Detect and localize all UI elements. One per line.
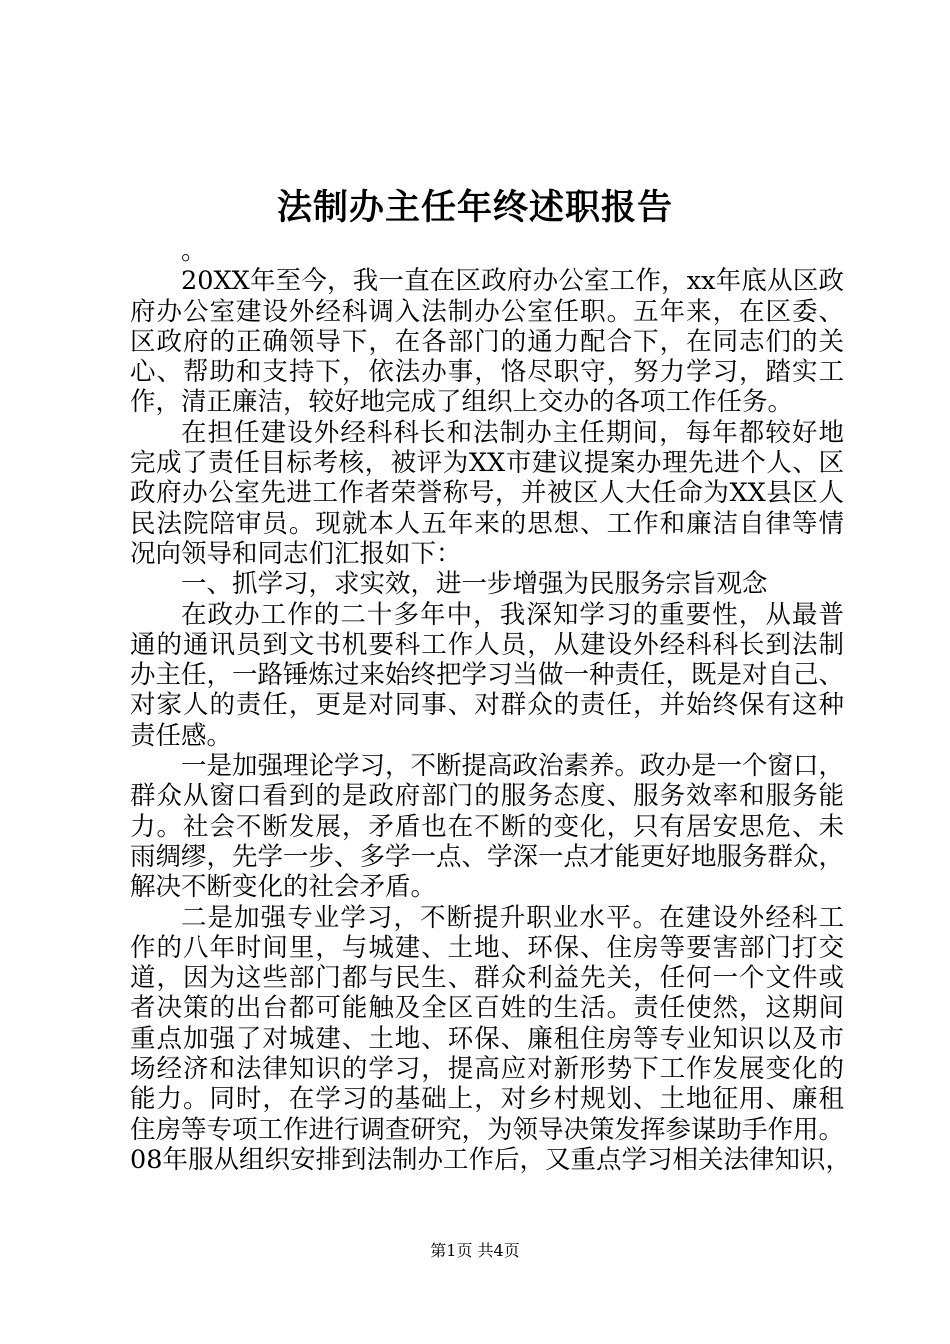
text-line: 通的通讯员到文书机要科工作人员，从建设外经科科长到法制 <box>130 629 844 660</box>
text-line: 在担任建设外经科科长和法制办主任期间，每年都较好地 <box>181 417 844 448</box>
text-line: 政府办公室先进工作者荣誉称号，并被区人大任命为XX县区人 <box>130 478 844 509</box>
text-line: 能力。同时，在学习的基础上，对乡村规划、土地征用、廉租 <box>130 1084 844 1115</box>
text-line: 群众从窗口看到的是政府部门的服务态度、服务效率和服务能 <box>130 781 844 812</box>
text-line: 民法院陪审员。现就本人五年来的思想、工作和廉洁自律等情 <box>130 508 844 539</box>
text-line: 者决策的出台都可能触及全区百姓的生活。责任使然，这期间 <box>130 993 844 1024</box>
text-line: 二是加强专业学习，不断提升职业水平。在建设外经科工 <box>181 902 844 933</box>
text-line: 20XX年至今，我一直在区政府办公室工作，xx年底从区政 <box>181 266 844 297</box>
text-line: 在政办工作的二十多年中，我深知学习的重要性，从最普 <box>181 599 844 630</box>
text-line: 一、抓学习，求实效，进一步增强为民服务宗旨观念 <box>181 569 768 600</box>
document-title: 法制办主任年终述职报告 <box>276 187 673 228</box>
text-line: 对家人的责任，更是对同事、对群众的责任，并始终保有这种 <box>130 690 844 721</box>
text-line: 。 <box>181 236 207 266</box>
text-line: 场经济和法律知识的学习，提高应对新形势下工作发展变化的 <box>130 1054 844 1085</box>
text-line: 办主任，一路锤炼过来始终把学习当做一种责任，既是对自己、 <box>130 660 845 691</box>
text-line: 08年服从组织安排到法制办工作后，又重点学习相关法律知识， <box>130 1144 851 1175</box>
text-line: 道，因为这些部门都与民生、群众利益先关，任何一个文件或 <box>130 963 844 994</box>
text-line: 作，清正廉洁，较好地完成了组织上交办的各项工作任务。 <box>130 387 794 418</box>
text-line: 区政府的正确领导下，在各部门的通力配合下，在同志们的关 <box>130 326 844 357</box>
text-line: 作的八年时间里，与城建、土地、环保、住房等要害部门打交 <box>130 932 844 963</box>
text-line: 解决不断变化的社会矛盾。 <box>130 872 437 903</box>
text-line: 况向领导和同志们汇报如下： <box>130 538 462 569</box>
text-line: 心、帮助和支持下，依法办事，恪尽职守，努力学习，踏实工 <box>130 357 844 388</box>
text-line: 重点加强了对城建、土地、环保、廉租住房等专业知识以及市 <box>130 1023 844 1054</box>
text-line: 责任感。 <box>130 720 233 751</box>
text-line: 完成了责任目标考核，被评为XX市建议提案办理先进个人、区 <box>130 448 844 479</box>
text-line: 住房等专项工作进行调查研究，为领导决策发挥参谋助手作用。 <box>130 1114 845 1145</box>
text-line: 力。社会不断发展，矛盾也在不断的变化，只有居安思危、未 <box>130 811 844 842</box>
page-footer: 第1页 共4页 <box>430 1241 520 1260</box>
text-line: 一是加强理论学习，不断提高政治素养。政办是一个窗口， <box>181 751 845 782</box>
document-body <box>130 236 851 1175</box>
text-line: 府办公室建设外经科调入法制办公室任职。五年来，在区委、 <box>130 296 844 327</box>
text-line: 雨绸缪，先学一步、多学一点、学深一点才能更好地服务群众， <box>130 841 845 872</box>
